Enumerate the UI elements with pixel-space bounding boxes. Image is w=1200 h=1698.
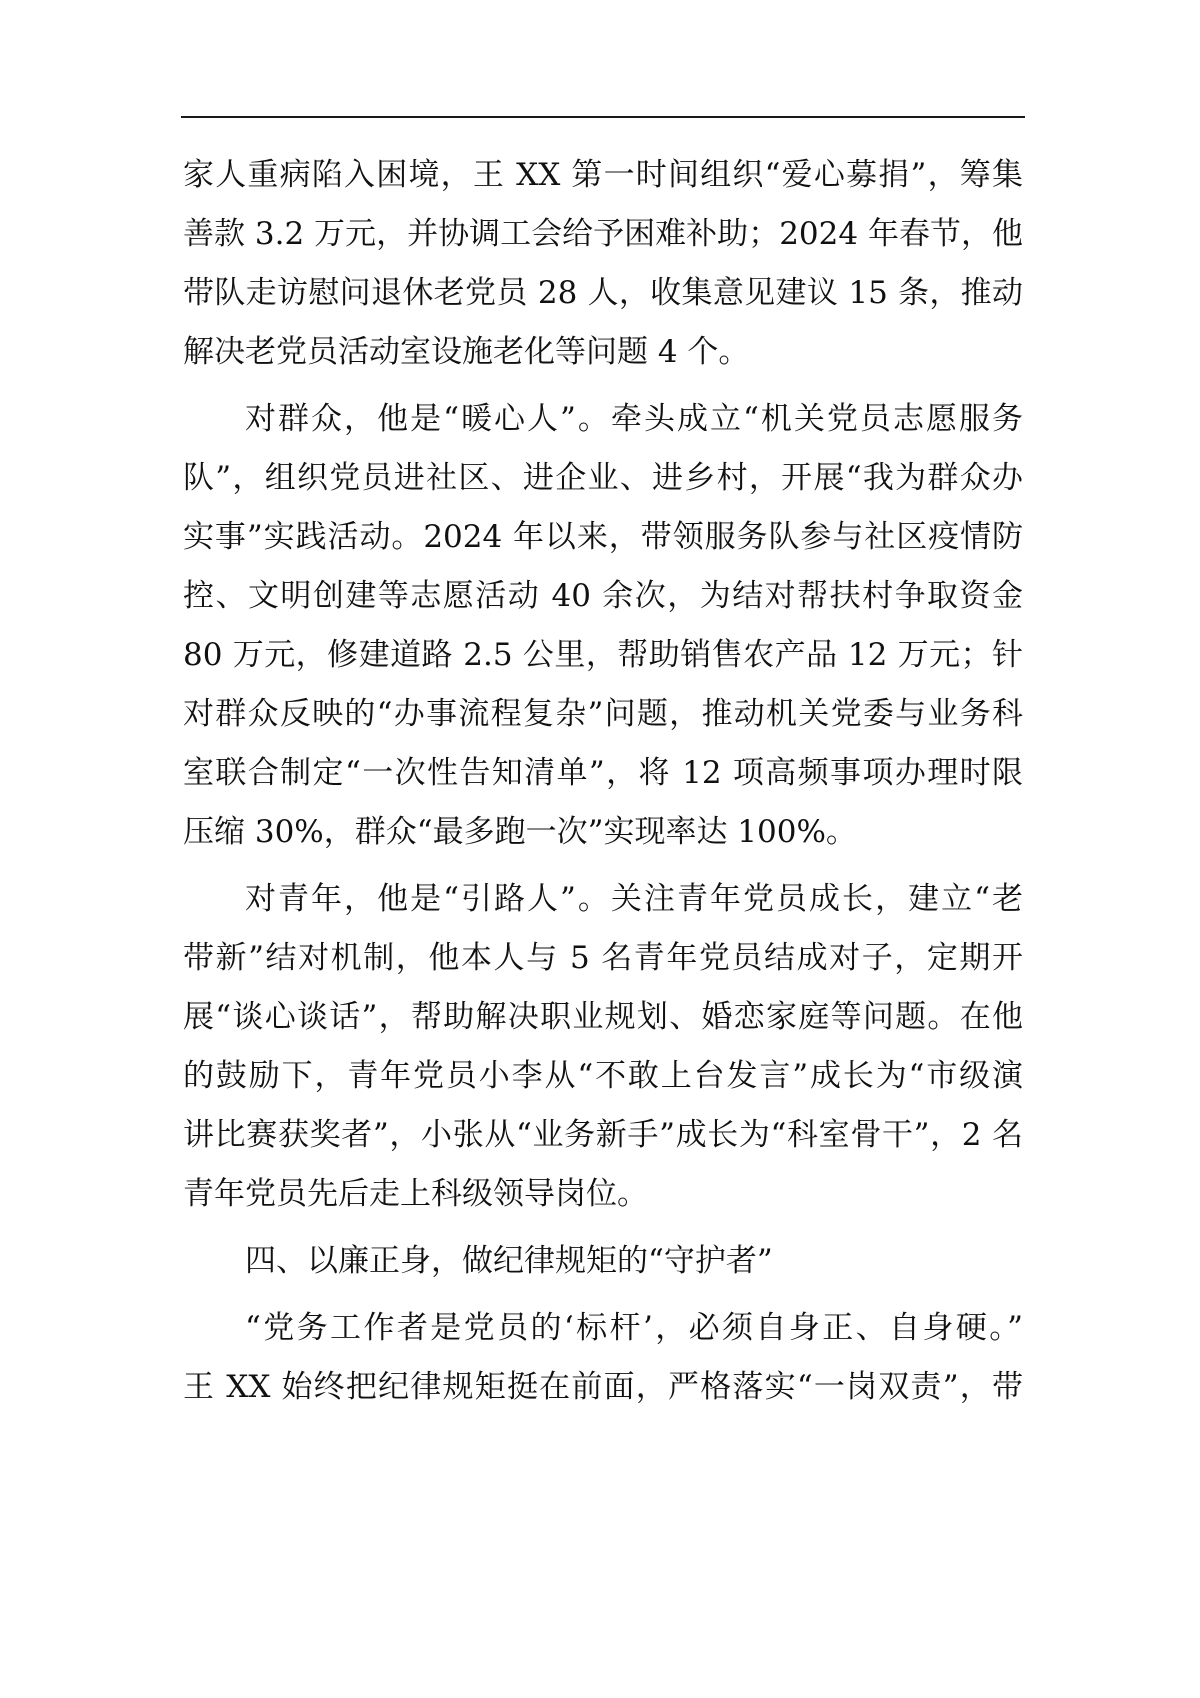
text-line: 讲比赛获奖者”，小张从“业务新手”成长为“科室骨干”，2 名	[183, 1117, 1023, 1153]
text-line: 对青年，他是“引路人”。关注青年党员成长，建立“老	[245, 881, 1023, 917]
text-line: “党务工作者是党员的‘标杆’，必须自身正、自身硬。”	[245, 1310, 1023, 1346]
heading-line: 四、以廉正身，做纪律规矩的“守护者”	[245, 1243, 773, 1279]
text-line: 带新”结对机制，他本人与 5 名青年党员结成对子，定期开	[183, 940, 1023, 976]
text-line: 对群众反映的“办事流程复杂”问题，推动机关党委与业务科	[183, 696, 1023, 732]
section-heading	[183, 1232, 1023, 1291]
header-rule	[181, 116, 1025, 118]
document-body	[183, 146, 1023, 1417]
text-line: 压缩 30%，群众“最多跑一次”实现率达 100%。	[183, 814, 857, 850]
text-line: 展“谈心谈话”，帮助解决职业规划、婚恋家庭等问题。在他	[183, 999, 1023, 1035]
paragraph	[183, 870, 1023, 1224]
text-line: 对群众，他是“暖心人”。牵头成立“机关党员志愿服务	[245, 401, 1023, 437]
paragraph	[183, 1299, 1023, 1417]
paragraph	[183, 390, 1023, 862]
text-line: 家人重病陷入困境，王 XX 第一时间组织“爱心募捐”，筹集	[183, 157, 1023, 193]
text-line: 王 XX 始终把纪律规矩挺在前面，严格落实“一岗双责”，带	[183, 1369, 1023, 1405]
text-line: 善款 3.2 万元，并协调工会给予困难补助；2024 年春节，他	[183, 216, 1023, 252]
paragraph	[183, 146, 1023, 382]
text-line: 队”，组织党员进社区、进企业、进乡村，开展“我为群众办	[183, 460, 1023, 496]
text-line: 青年党员先后走上科级领导岗位。	[183, 1176, 648, 1212]
text-line: 的鼓励下，青年党员小李从“不敢上台发言”成长为“市级演	[183, 1058, 1023, 1094]
text-line: 带队走访慰问退休老党员 28 人，收集意见建议 15 条，推动	[183, 275, 1023, 311]
text-line: 实事”实践活动。2024 年以来，带领服务队参与社区疫情防	[183, 519, 1023, 555]
text-line: 室联合制定“一次性告知清单”，将 12 项高频事项办理时限	[183, 755, 1023, 791]
text-line: 80 万元，修建道路 2.5 公里，帮助销售农产品 12 万元；针	[183, 637, 1023, 673]
text-line: 解决老党员活动室设施老化等问题 4 个。	[183, 334, 750, 370]
text-line: 控、文明创建等志愿活动 40 余次，为结对帮扶村争取资金	[183, 578, 1023, 614]
